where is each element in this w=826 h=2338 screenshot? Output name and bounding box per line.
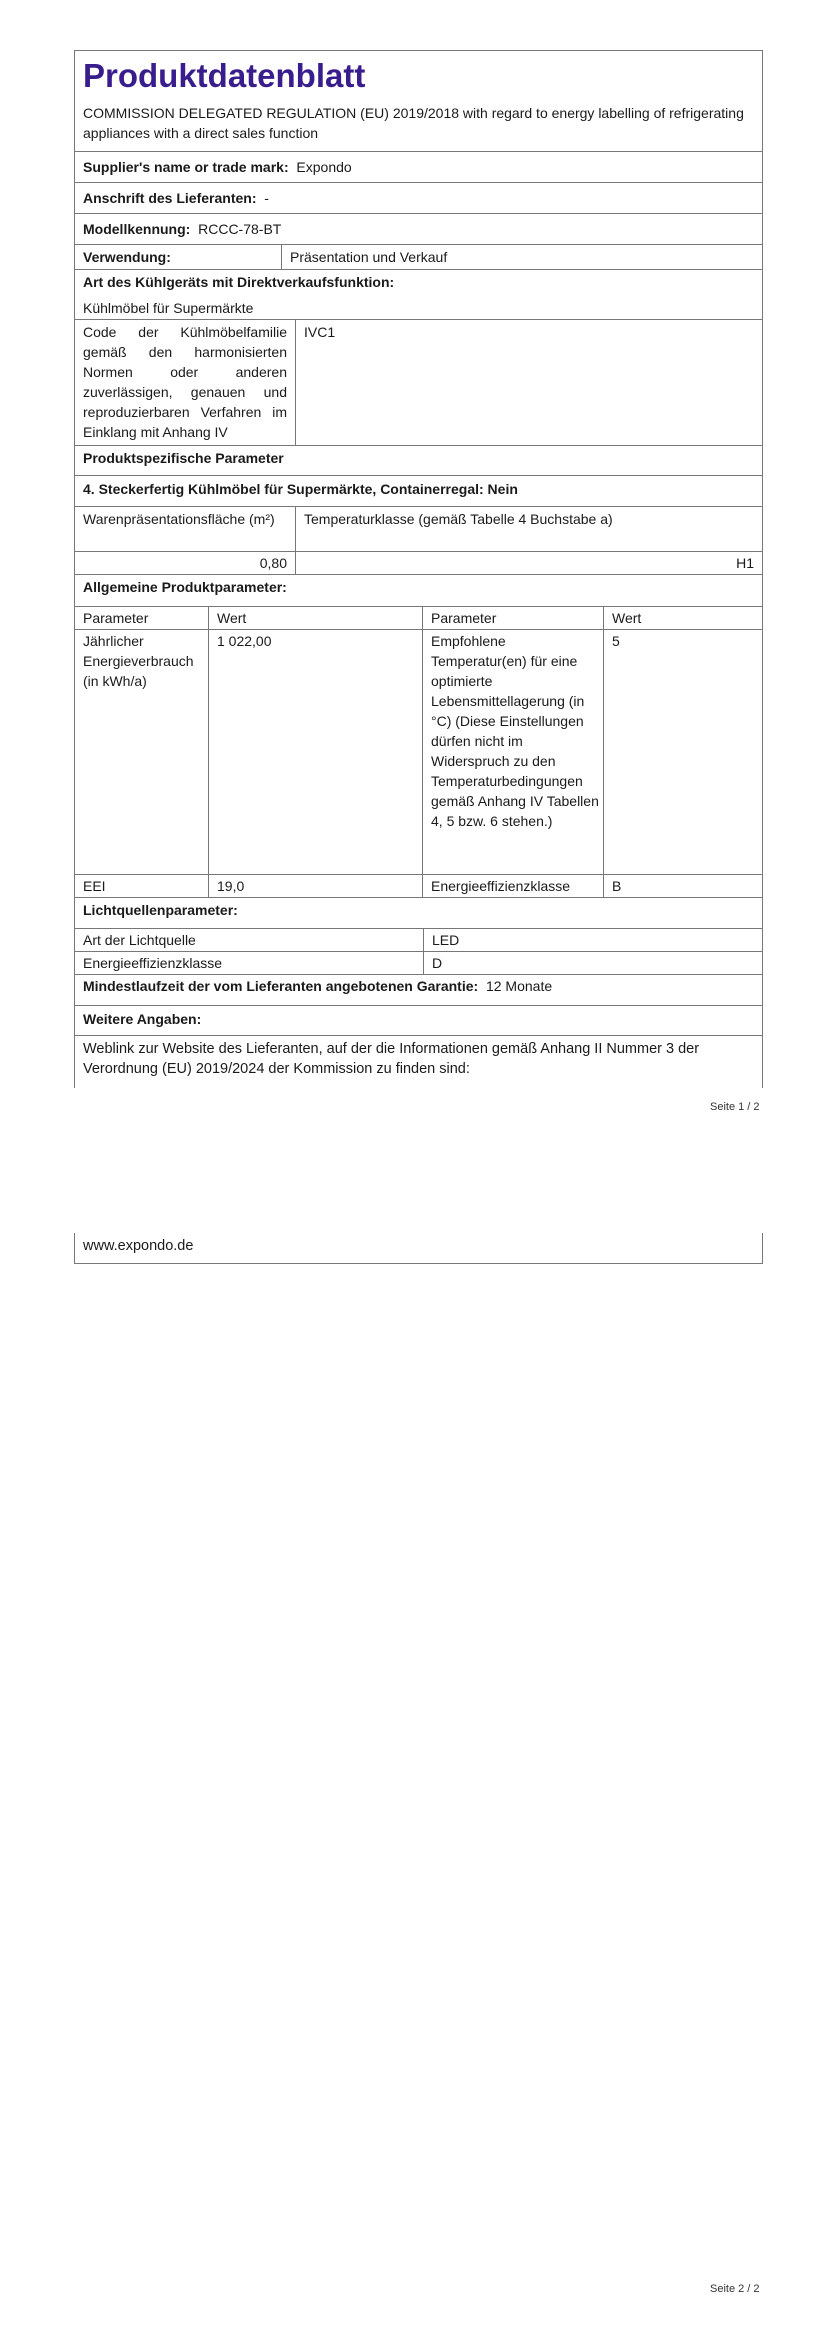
temp-class-label: Temperaturklasse (gemäß Tabelle 4 Buchstabe a) (295, 507, 762, 551)
light-type-row (75, 929, 762, 952)
category-row: 4. Steckerfertig Kühlmöbel für Supermärkte, Containerregal: Nein (75, 476, 762, 507)
page-number-2: Seite 2 / 2 (710, 2283, 760, 2295)
address-row (75, 183, 762, 214)
eei-label: EEI (83, 878, 106, 894)
eei-value: 19,0 (208, 875, 422, 897)
general-heading: Allgemeine Produktparameter: (75, 575, 762, 607)
page-number-1: Seite 1 / 2 (710, 1101, 760, 1113)
model-label: Modellkennung: (83, 221, 191, 237)
consumption-value: 1 022,00 (208, 630, 422, 874)
consumption-label: Jährlicher Energieverbrauch (in kWh/a) (83, 633, 194, 689)
model-row (75, 214, 762, 245)
supplier-row (75, 152, 762, 183)
specific-values-row (75, 552, 762, 575)
datasheet-page-2 (74, 1233, 763, 1264)
regulation-subtitle: COMMISSION DELEGATED REGULATION (EU) 2019/2018 with regard to energy labelling of refrigerating appliances with a direct sales function (83, 105, 744, 141)
supplier-website-link[interactable]: www.expondo.de (83, 1238, 194, 1254)
warranty-value: 12 Monate (485, 978, 553, 994)
address-label: Anschrift des Lieferanten: (83, 190, 257, 206)
efficiency-class-value: B (603, 875, 762, 897)
consumption-row (75, 630, 762, 875)
light-class-value: D (423, 952, 762, 974)
further-heading: Weitere Angaben: (75, 1006, 762, 1036)
usage-row (75, 245, 762, 270)
area-label: Warenpräsentationsfläche (m²) (83, 511, 275, 527)
light-class-row (75, 952, 762, 975)
supplier-value: Expondo (296, 159, 352, 175)
general-header-row (75, 607, 762, 630)
type-label: Art des Kühlgeräts mit Direktverkaufsfunktion: (83, 274, 395, 290)
col-param: Parameter (83, 610, 149, 626)
eei-row (75, 875, 762, 898)
usage-label: Verwendung: (83, 249, 171, 265)
type-row (75, 270, 762, 320)
col-value-2: Wert (603, 607, 762, 629)
specific-heading: Produktspezifische Parameter (75, 446, 762, 476)
model-value: RCCC-78-BT (198, 221, 282, 237)
light-type-label: Art der Lichtquelle (83, 932, 196, 948)
family-label: Code der Kühlmöbelfamilie gemäß den harmonisierten Normen oder anderen zuverlässigen, genauen und reproduzierbaren Verfahren im Einklang mit Anhang IV (83, 324, 287, 440)
warranty-row (75, 975, 762, 1006)
family-value: IVC1 (295, 320, 762, 445)
family-row (75, 320, 762, 446)
further-text: Weblink zur Website des Lieferanten, auf der die Informationen gemäß Anhang II Nummer 3 der Verordnung (EU) 2019/2024 der Kommission zu finden sind: (83, 1041, 700, 1077)
page-title: Produktdatenblatt (83, 57, 366, 94)
area-value: 0,80 (259, 555, 287, 571)
col-value: Wert (208, 607, 422, 629)
type-value: Kühlmöbel für Supermärkte (83, 300, 254, 316)
usage-value: Präsentation und Verkauf (281, 245, 762, 269)
datasheet-page-1 (74, 50, 763, 1088)
col-param-2: Parameter (422, 607, 603, 629)
light-type-value: LED (423, 929, 762, 951)
temp-class-value: H1 (295, 552, 762, 574)
supplier-label: Supplier's name or trade mark: (83, 159, 289, 175)
header-block (75, 51, 762, 152)
recommended-temp-value: 5 (603, 630, 762, 874)
warranty-label: Mindestlaufzeit der vom Lieferanten angebotenen Garantie: (83, 978, 479, 994)
light-heading: Lichtquellenparameter: (75, 898, 762, 929)
recommended-temp-label: Empfohlene Temperatur(en) für eine optimierte Lebensmittellagerung (in °C) (Diese Einstellungen dürfen nicht im Widerspruch zu den Temperaturbedingungen gemäß Anhang IV Tabellen 4, 5 bzw. 6 stehen.) (422, 630, 603, 874)
address-value: - (264, 190, 269, 206)
efficiency-class-label: Energieeffizienzklasse (422, 875, 603, 897)
light-class-label: Energieeffizienzklasse (83, 955, 223, 971)
specific-labels-row (75, 507, 762, 552)
